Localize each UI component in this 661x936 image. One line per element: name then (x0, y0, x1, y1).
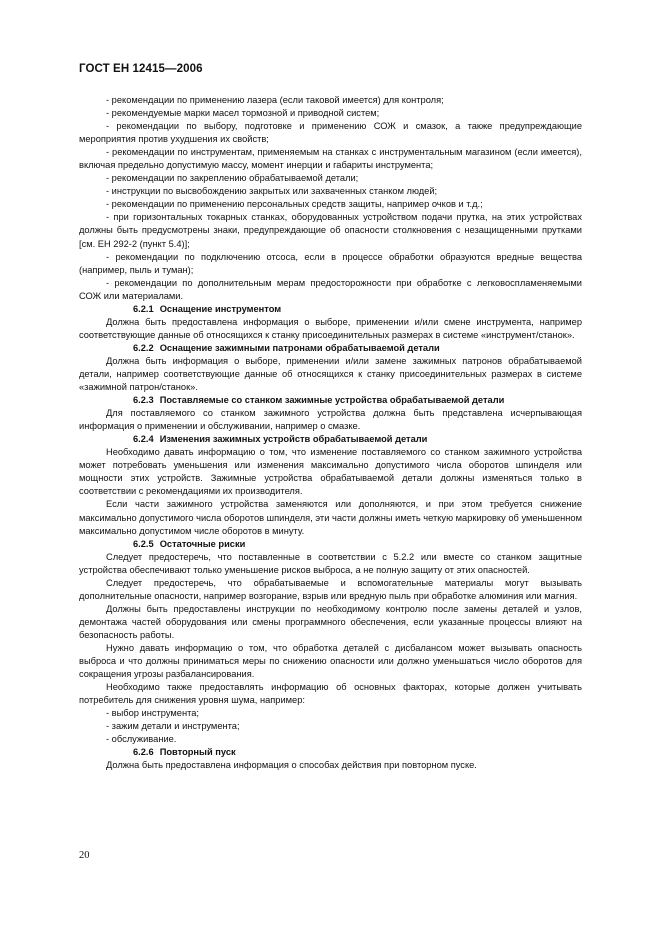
section-title: Оснащение инструментом (159, 303, 282, 314)
list-item: - рекомендации по применению персональных средств защиты, например очков и т.д.; (106, 199, 483, 210)
section-title: Оснащение зажимными патронами обрабатываемой детали (159, 342, 440, 353)
list-item: - рекомендации по подключению отсоса, если в процессе обработки образуются вредные вещества (например, пыль и туман); (79, 251, 582, 275)
section-heading-6-2-4 (79, 433, 582, 446)
page-number: 20 (79, 850, 90, 861)
paragraph: Должна быть информация о выборе, применении и/или замене зажимных патронов обрабатываемой детали, например соответствующие данные об относящихся к станку присоединительных размерах в системе «зажимной патрон/станок». (79, 355, 582, 393)
section-title: Повторный пуск (159, 747, 236, 758)
paragraph: Должна быть предоставлена информация о способах действия при повторном пуске. (106, 760, 477, 771)
list-item: - рекомендации по закреплению обрабатываемой детали; (106, 173, 359, 184)
list-item: - рекомендации по дополнительным мерам предосторожности при обработке с легковоспламеняемыми СОЖ или материалами. (79, 277, 582, 301)
section-number: 6.2.1 (133, 303, 154, 314)
list-item: - инструкции по высвобождению закрытых или захваченных станком людей; (106, 186, 438, 197)
list-item: - рекомендации по выбору, подготовке и применению СОЖ и смазок, а также предупреждающие мероприятия против ухудшения их свойств; (79, 121, 582, 145)
section-number: 6.2.3 (133, 395, 154, 406)
section-title: Остаточные риски (159, 538, 246, 549)
document-header: ГОСТ ЕН 12415—2006 (79, 63, 203, 75)
list-item: - рекомендации по применению лазера (если таковой имеется) для контроля; (106, 95, 444, 105)
section-heading-6-2-6 (79, 746, 582, 759)
section-heading-6-2-3 (79, 394, 582, 407)
paragraph: Должна быть предоставлена информация о выборе, применении и/или смене инструмента, например соответствующие данные об относящихся к станку присоединительных размерах в системе «инструмент/станок». (79, 316, 582, 340)
list-item: - рекомендации по инструментам, применяемым на станках с инструментальным магазином (если имеется), включая предельно допустимую массу, момент инерции и габариты инструмента; (79, 147, 582, 171)
section-number: 6.2.2 (133, 342, 154, 353)
section-heading-6-2-1 (79, 303, 582, 316)
section-title: Поставляемые со станком зажимные устройства обрабатываемой детали (159, 395, 505, 406)
paragraph: Следует предостеречь, что поставленные в соответствии с 5.2.2 или вместе со станком защитные устройства обеспечивают только уменьшение рисков выброса, а не полную защиту от этих опасностей. (79, 551, 582, 575)
list-item: - обслуживание. (106, 734, 177, 745)
paragraph: Следует предостеречь, что обрабатываемые и вспомогательные материалы могут вызывать дополнительные опасности, например возгорание, взрыв или вредную пыль при обработке алюминия или магния. (79, 577, 582, 601)
section-heading-6-2-5 (79, 538, 582, 551)
section-heading-6-2-2 (79, 342, 582, 355)
list-item: - рекомендуемые марки масел тормозной и приводной систем; (106, 108, 380, 119)
paragraph: Если части зажимного устройства заменяются или дополняются, и при этом требуется снижение максимально допустимого числа оборотов шпинделя, эти части должны иметь четкую маркировку об уменьшенном максимально допустимом числе оборотов в минуту. (79, 499, 582, 536)
document-body (79, 94, 582, 772)
list-item: - выбор инструмента; (106, 708, 199, 719)
list-item: - при горизонтальных токарных станках, оборудованных устройством подачи прутка, на этих устройствах должны быть предусмотрены знаки, предупреждающие об опасности столкновения с незащищенными прутками [см. ЕН 292-2 (пункт 5.4)]; (79, 212, 582, 249)
section-number: 6.2.5 (133, 538, 154, 549)
list-item: - зажим детали и инструмента; (106, 721, 240, 732)
section-number: 6.2.4 (133, 434, 154, 445)
paragraph: Необходимо давать информацию о том, что изменение поставляемого со станком зажимного устройства может потребовать уменьшения или изменения максимально допустимого числа оборотов шпинделя или мощности этих устройств. Зажимные устройства обрабатываемой детали должны изменяться только в соответствии с рекомендациями их производителя. (79, 447, 582, 497)
paragraph: Для поставляемого со станком зажимного устройства должна быть представлена исчерпывающая информация о применении и обслуживании, например о смазке. (79, 408, 582, 432)
paragraph: Нужно давать информацию о том, что обработка деталей с дисбалансом может вызывать опасность выброса и что должны приниматься меры по снижению опасности или должно уменьшаться число оборотов для сокращения угрозы разбалансирования. (79, 642, 582, 680)
paragraph: Должны быть предоставлены инструкции по необходимому контролю после замены деталей и узлов, демонтажа частей оборудования или смены программного обеспечения, если указанные процессы влияют на безопасность работы. (79, 603, 582, 640)
paragraph: Необходимо также предоставлять информацию об основных факторах, которые должен учитывать потребитель для снижения уровня шума, например: (79, 682, 582, 706)
section-title: Изменения зажимных устройств обрабатываемой детали (159, 434, 428, 445)
section-number: 6.2.6 (133, 747, 154, 758)
